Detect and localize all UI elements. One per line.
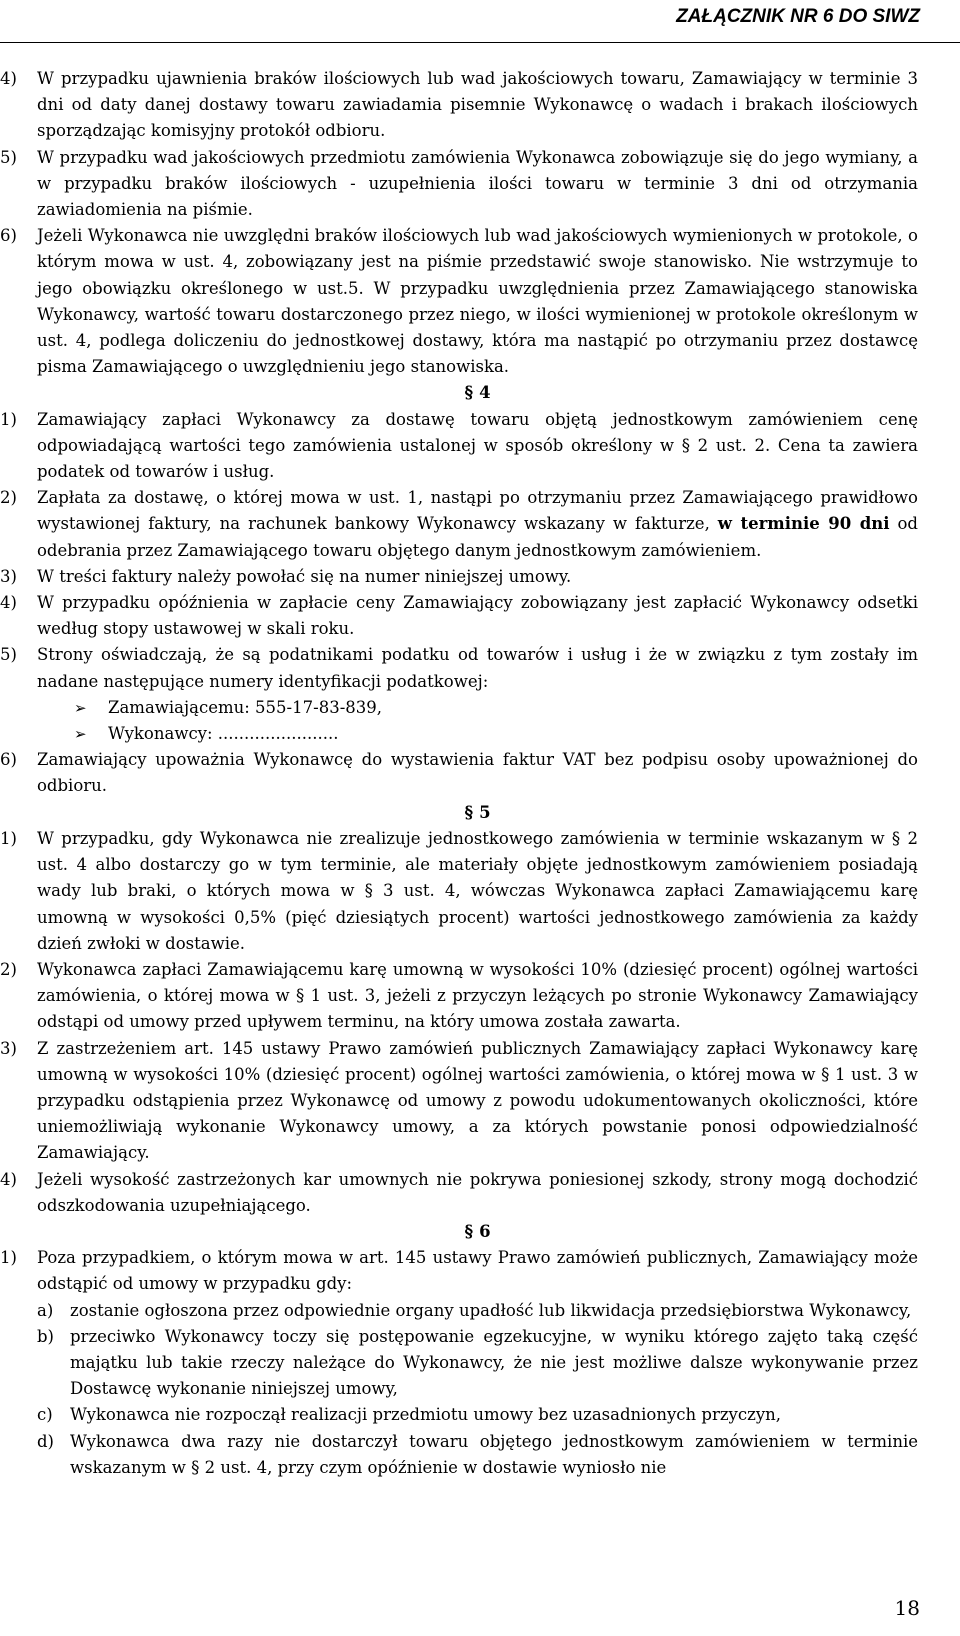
subitem-text: Wykonawca nie rozpoczął realizacji przedmiotu umowy bez uzasadnionych przyczyn, bbox=[70, 1405, 782, 1425]
item-text: W treści faktury należy powołać się na numer niniejszej umowy. bbox=[37, 566, 572, 586]
item-number: 4) bbox=[0, 593, 17, 613]
item-text: W przypadku, gdy Wykonawca nie zrealizuje jednostkowego zamówienia w terminie wskazanym w § 2 ust. 4 albo dostarczy go w tym terminie, ale materiały objęte jednostkowym zamówieniem posiadają wady lub braki, o których mowa w § 3 ust. 4, wówczas Wykonawca zapłaci Zamawiającemu karę umowną w wysokości 0,5% (pięć dziesiątych procent) wartości jednostkowego zamówienia za każdy dzień zwłoki w dostawie. bbox=[37, 828, 918, 953]
section-sign: § bbox=[464, 383, 474, 403]
item-number: 1) bbox=[0, 1248, 17, 1268]
item-number: 4) bbox=[0, 69, 17, 88]
subitem-a bbox=[0, 1298, 918, 1324]
subitem-text: zostanie ogłoszona przez odpowiednie organy upadłość lub likwidacja przedsiębiorstwa Wykonawcy, bbox=[70, 1300, 912, 1320]
item-number: 6) bbox=[0, 226, 17, 246]
subitem-letter: b) bbox=[37, 1326, 54, 1346]
header-divider bbox=[0, 42, 960, 43]
item-text: W przypadku wad jakościowych przedmiotu zamówienia Wykonawca zobowiązuje się do jego wymiany, a w przypadku braków ilościowych - uzupełnienia ilości towaru w terminie 3 dni od otrzymania zawiadomienia na piśmie. bbox=[37, 147, 918, 220]
item-number: 4) bbox=[0, 1169, 17, 1189]
tax-id-item-zamawiajacy bbox=[0, 695, 918, 721]
paragraph-5-2 bbox=[0, 957, 918, 1036]
item-text: Zamawiający zapłaci Wykonawcy za dostawę towaru objętą jednostkowym zamówieniem cenę odpowiadającą wartości tego zamówienia ustalonej w sposób określony w § 2 ust. 2. Cena ta zawiera podatek od towarów i usług. bbox=[37, 409, 918, 482]
item-number: 5) bbox=[0, 645, 17, 665]
arrow-bullet-icon: ➢ bbox=[74, 725, 87, 744]
payment-term-bold: w terminie 90 dni bbox=[717, 514, 890, 534]
section-number: 6 bbox=[479, 1221, 491, 1241]
paragraph-3-4 bbox=[0, 66, 918, 145]
item-number: 1) bbox=[0, 409, 17, 429]
page-number: 18 bbox=[894, 1596, 920, 1620]
item-text: Wykonawca zapłaci Zamawiającemu karę umowną w wysokości 10% (dziesięć procent) ogólnej wartości zamówienia, o której mowa w § 1 ust. 3, jeżeli z przyczyn leżących po stronie Wykonawcy Zamawiający odstąpi od umowy przed upływem terminu, na który umowa została zawarta. bbox=[37, 959, 918, 1032]
item-text: Jeżeli Wykonawca nie uwzględni braków ilościowych lub wad jakościowych wymienionych w protokole, o którym mowa w ust. 4, zobowiązany jest na piśmie przedstawić swoje stanowisko. Nie wstrzymuje to jego obowiązku określonego w ust.5. W przypadku uwzględnienia przez Zamawiającego stanowiska Wykonawcy, wartość towaru dostarczonego przez niego, w ilości wymienionej w protokole określonym w ust. 4, podlega doliczeniu do jednostkowej dostawy, która ma nastąpić po otrzymaniu przez dostawcę pisma Zamawiającego o uwzględnieniu jego stanowiska. bbox=[37, 226, 918, 377]
section-sign: § bbox=[464, 1221, 474, 1241]
item-number: 5) bbox=[0, 147, 17, 167]
paragraph-4-2 bbox=[0, 485, 918, 564]
paragraph-4-3 bbox=[0, 564, 918, 590]
section-heading-6 bbox=[0, 1219, 918, 1245]
section-number: 4 bbox=[479, 383, 491, 403]
subitem-d bbox=[0, 1429, 918, 1481]
paragraph-4-6 bbox=[0, 747, 918, 799]
item-number: 3) bbox=[0, 1038, 17, 1058]
section-sign: § bbox=[464, 802, 474, 822]
item-text-continued: od odebrania przez Zamawiającego towaru objętego danym jednostkowym zamówieniem. bbox=[37, 514, 918, 560]
item-text: Zapłata za dostawę, o której mowa w ust. 1, nastąpi po otrzymaniu przez Zamawiającego prawidłowo wystawionej faktury, na rachunek bankowy Wykonawcy wskazany w fakturze, bbox=[37, 488, 918, 534]
section-number: 5 bbox=[479, 802, 491, 822]
paragraph-4-5 bbox=[0, 642, 918, 694]
subitem-b bbox=[0, 1324, 918, 1403]
subitem-letter: c) bbox=[37, 1405, 53, 1425]
paragraph-4-1 bbox=[0, 407, 918, 486]
item-text: Strony oświadczają, że są podatnikami podatku od towarów i usług i że w związku z tym zostały im nadane następujące numery identyfikacji podatkowej: bbox=[37, 645, 918, 691]
paragraph-3-6 bbox=[0, 223, 918, 380]
tax-id-text: Zamawiającemu: 555-17-83-839, bbox=[108, 697, 383, 717]
paragraph-3-5 bbox=[0, 145, 918, 224]
section-heading-4 bbox=[0, 380, 918, 406]
document-body bbox=[0, 66, 918, 1481]
tax-id-item-wykonawca bbox=[0, 721, 918, 747]
paragraph-5-3 bbox=[0, 1036, 918, 1167]
arrow-bullet-icon: ➢ bbox=[74, 698, 87, 717]
item-text: Z zastrzeżeniem art. 145 ustawy Prawo zamówień publicznych Zamawiający zapłaci Wykonawcy karę umowną w wysokości 10% (dziesięć procent) ogólnej wartości zamówienia, o której mowa w § 1 ust. 3 w przypadku odstąpienia przez Wykonawcę od umowy z powodu udokumentowanych okoliczności, które uniemożliwiają wykonanie Wykonawcy umowy, a za których powstanie ponosi odpowiedzialność Zamawiający. bbox=[37, 1038, 918, 1163]
paragraph-5-4 bbox=[0, 1167, 918, 1219]
paragraph-5-1 bbox=[0, 826, 918, 957]
item-number: 1) bbox=[0, 828, 17, 848]
subitem-c bbox=[0, 1402, 918, 1428]
item-text: W przypadku ujawnienia braków ilościowych lub wad jakościowych towaru, Zamawiający w terminie 3 dni od daty danej dostawy towaru zawiadamia pisemnie Wykonawcę o wadach i brakach ilościowych sporządzając komisyjny protokół odbioru. bbox=[37, 69, 918, 141]
item-text: W przypadku opóźnienia w zapłacie ceny Zamawiający zobowiązany jest zapłacić Wykonawcy odsetki według stopy ustawowej w skali roku. bbox=[37, 593, 918, 639]
item-number: 2) bbox=[0, 959, 17, 979]
subitem-letter: a) bbox=[37, 1300, 54, 1320]
section-heading-5 bbox=[0, 800, 918, 826]
item-number: 3) bbox=[0, 566, 17, 586]
document-header-title: ZAŁĄCZNIK NR 6 DO SIWZ bbox=[676, 6, 920, 27]
subitem-text: Wykonawca dwa razy nie dostarczył towaru objętego jednostkowym zamówieniem w terminie wskazanym w § 2 ust. 4, przy czym opóźnienie w dostawie wyniosło nie bbox=[70, 1431, 918, 1477]
tax-id-text: Wykonawcy: ....................... bbox=[108, 724, 339, 744]
paragraph-4-4 bbox=[0, 590, 918, 642]
paragraph-6-1 bbox=[0, 1245, 918, 1297]
subitem-text: przeciwko Wykonawcy toczy się postępowanie egzekucyjne, w wyniku którego zajęto taką część majątku lub takie rzeczy należące do Wykonawcy, że nie jest możliwe dalsze wykonywanie przez Dostawcę wykonanie niniejszej umowy, bbox=[70, 1326, 918, 1399]
item-text: Poza przypadkiem, o którym mowa w art. 145 ustawy Prawo zamówień publicznych, Zamawiający może odstąpić od umowy w przypadku gdy: bbox=[37, 1248, 918, 1294]
item-number: 6) bbox=[0, 750, 17, 770]
subitem-letter: d) bbox=[37, 1431, 54, 1451]
item-text: Zamawiający upoważnia Wykonawcę do wystawienia faktur VAT bez podpisu osoby upoważnionej do odbioru. bbox=[37, 750, 918, 796]
item-number: 2) bbox=[0, 488, 17, 508]
item-text: Jeżeli wysokość zastrzeżonych kar umownych nie pokrywa poniesionej szkody, strony mogą dochodzić odszkodowania uzupełniającego. bbox=[37, 1169, 918, 1215]
